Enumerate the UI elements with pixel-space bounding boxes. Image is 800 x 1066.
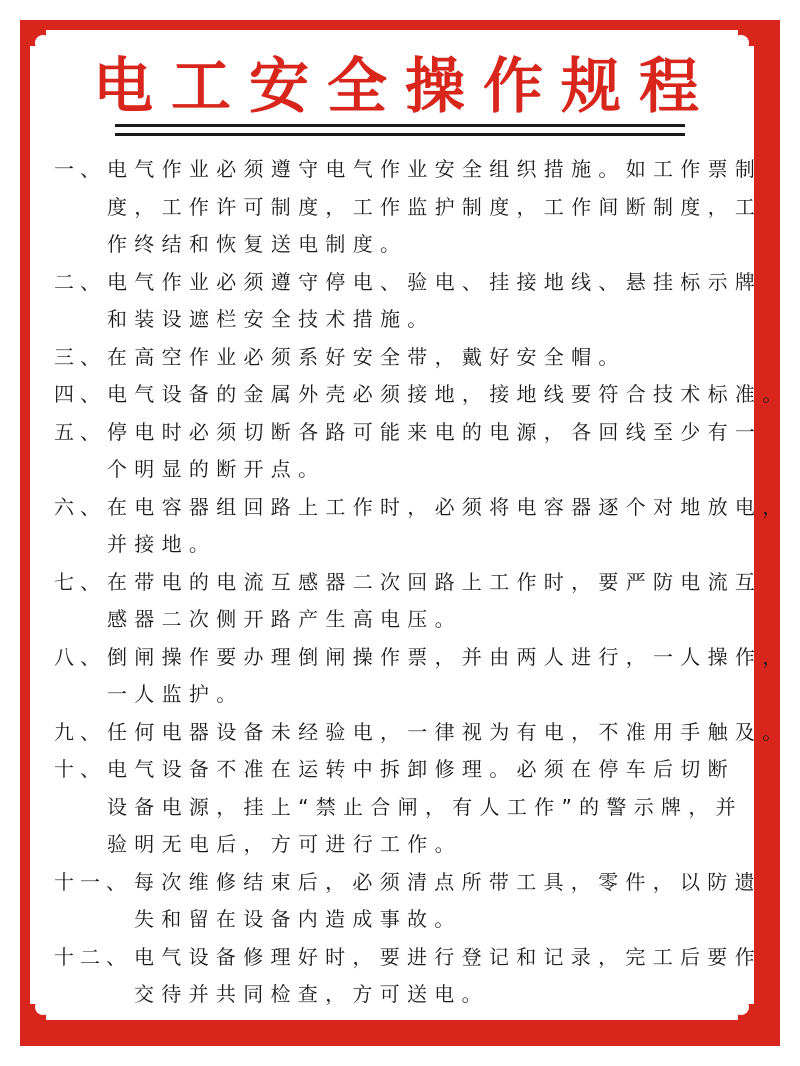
rule-number: 一、 xyxy=(54,157,106,181)
rule-item-3 xyxy=(54,339,774,377)
rule-text-line: 停电时必须切断各路可能来电的电源，各回线至少有一 xyxy=(107,419,763,444)
rule-text-line: 电气设备的金属外壳必须接地，接地线要符合技术标准。 xyxy=(107,382,790,406)
rule-number: 四、 xyxy=(54,382,106,406)
rule-text-line: 交待并共同检查，方可送电。 xyxy=(134,982,489,1006)
rule-text-line: 设备电源，挂上“禁止合闸，有人工作”的警示牌，并 xyxy=(107,794,743,819)
rule-number: 七、 xyxy=(54,569,106,594)
rule-text-line: 失和留在设备内造成事故。 xyxy=(134,907,462,931)
rule-text-line: 和装设遮栏安全技术措施。 xyxy=(107,307,435,331)
rule-text-line: 一人监护。 xyxy=(107,682,244,706)
rule-number: 十、 xyxy=(54,757,106,781)
rule-text-line: 度，工作许可制度，工作监护制度，工作间断制度，工 xyxy=(107,194,763,219)
rule-item-7 xyxy=(54,564,774,639)
rule-text-line: 作终结和恢复送电制度。 xyxy=(107,232,408,256)
rule-text-line: 感器二次侧开路产生高电压。 xyxy=(107,607,462,631)
rules-list xyxy=(54,151,790,1014)
rule-text-line: 电气设备修理好时，要进行登记和记录，完工后要作 xyxy=(134,944,762,969)
rule-text-line: 个明显的断开点。 xyxy=(107,457,326,481)
rule-text-line: 电气作业必须遵守电气作业安全组织措施。如工作票制 xyxy=(107,157,763,181)
rule-item-5 xyxy=(54,414,774,489)
rule-item-1 xyxy=(54,151,774,264)
rule-item-10 xyxy=(54,751,774,864)
rule-number: 十二、 xyxy=(54,944,132,969)
rule-number: 二、 xyxy=(54,269,106,294)
rule-number: 三、 xyxy=(54,344,106,369)
title-underline-top xyxy=(115,124,685,127)
rule-item-6 xyxy=(54,489,790,564)
rule-number: 八、 xyxy=(54,644,106,669)
rule-text-line: 电气设备不准在运转中拆卸修理。必须在停车后切断 xyxy=(107,757,735,781)
corner-ornament-bottom-left xyxy=(30,1004,46,1020)
rule-item-4 xyxy=(54,376,790,414)
rule-number: 五、 xyxy=(54,419,106,444)
rule-text-line: 电气作业必须遵守停电、验电、挂接地线、悬挂标示牌 xyxy=(107,269,763,294)
rule-text-line: 验明无电后，方可进行工作。 xyxy=(107,832,462,856)
rule-number: 六、 xyxy=(54,494,106,519)
title-underline-bottom xyxy=(115,133,685,136)
corner-ornament-top-left xyxy=(30,30,46,46)
rule-text-line: 每次维修结束后，必须清点所带工具，零件，以防遗 xyxy=(134,869,762,894)
rule-text-line: 倒闸操作要办理倒闸操作票，并由两人进行，一人操作， xyxy=(107,644,790,669)
rule-item-8 xyxy=(54,639,790,714)
rule-text-line: 在高空作业必须系好安全带，戴好安全帽。 xyxy=(107,344,626,369)
rule-text-line: 在电容器组回路上工作时，必须将电容器逐个对地放电， xyxy=(107,494,790,519)
rule-number: 十一、 xyxy=(54,869,132,894)
corner-ornament-top-right xyxy=(738,30,754,46)
rule-item-9 xyxy=(54,714,790,752)
rule-text-line: 任何电器设备未经验电，一律视为有电，不准用手触及。 xyxy=(107,719,790,744)
rule-item-2 xyxy=(54,264,774,339)
sign-title: 电工安全操作规程 xyxy=(93,52,717,122)
rule-number: 九、 xyxy=(54,719,106,744)
rule-text-line: 并接地。 xyxy=(107,532,217,556)
rule-item-11 xyxy=(54,864,774,939)
rule-item-12 xyxy=(54,939,774,1014)
rule-text-line: 在带电的电流互感器二次回路上工作时，要严防电流互 xyxy=(107,569,763,594)
